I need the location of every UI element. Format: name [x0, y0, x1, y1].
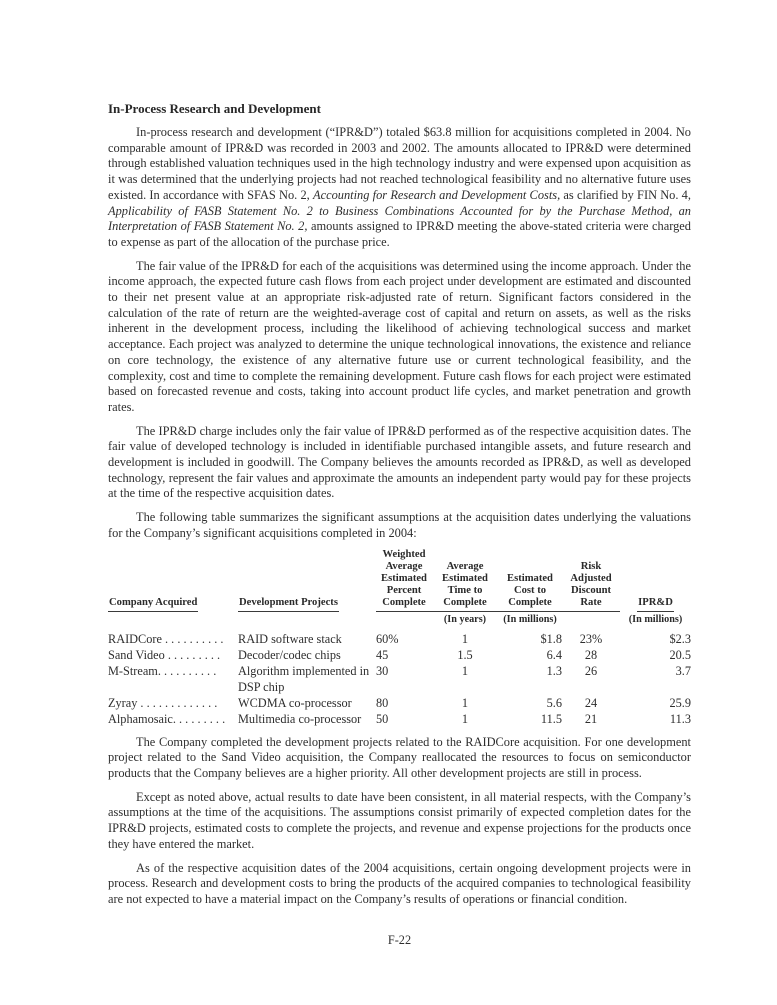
subheader-empty: [108, 612, 238, 625]
cell-iprd: 20.5: [669, 647, 691, 662]
cell-company: M-Stream. . . . . . . . . .: [108, 663, 217, 678]
cell-percent: 45: [376, 647, 389, 662]
table-header-row: [108, 549, 691, 612]
cell-cost: 6.4: [546, 647, 562, 662]
cell-time: 1: [461, 695, 469, 710]
cell-rate: 21: [584, 711, 598, 726]
cell-time: 1: [461, 631, 469, 646]
table-row: [108, 647, 691, 663]
table-row: [108, 711, 691, 727]
cell-company: Zyray . . . . . . . . . . . . .: [108, 695, 218, 710]
cell-rate: 23%: [579, 631, 603, 646]
col-header-time-to-complete: Average Estimated Time to Complete: [432, 549, 498, 612]
col-header-iprd: IPR&D: [620, 549, 691, 612]
cell-percent: 30: [376, 663, 389, 678]
cell-project: Multimedia co-processor: [238, 711, 362, 726]
paragraph-fair-value: The fair value of the IPR&D for each of the acquisitions was determined using the income approach. Under the income approach, the expected future cash flows from each project under development are estimated and discounted to their net present value at an appropriate risk-adjusted rate of return. Significant factors considered in the calculation of the rate of return are the weighted-average cost of capital and return on assets, as well as the risks inherent in the development process, including the likelihood of achieving technological success and market acceptance. Each project was analyzed to determine the unique technological innovations, the existence and reliance on core technology, the existence of any alternative future use or current technological feasibility, and the complexity, cost and time to complete the remaining development. Future cash flows for each project were estimated based on forecasted revenue and costs, taking into account product life cycles, and market penetration and growth rates.: [108, 258, 691, 414]
acquisition-assumptions-table: [108, 549, 691, 727]
cell-project: RAID software stack: [238, 631, 342, 646]
subheader-in-millions: (In millions): [628, 613, 683, 625]
table-subheader-row: [108, 612, 691, 625]
cell-rate: 28: [584, 647, 598, 662]
cell-project: Algorithm implemented in DSP chip: [238, 663, 370, 694]
subheader-empty: [562, 612, 620, 625]
cell-project: Decoder/codec chips: [238, 647, 341, 662]
italic-citation: Applicability of FASB Statement No. 2 to Business Combinations Accounted for by the Purchase Method, an Interpretation of FASB Statement No. 2,: [108, 203, 691, 234]
cell-iprd: 3.7: [675, 663, 691, 678]
cell-rate: 26: [584, 663, 598, 678]
cell-cost: $1.8: [540, 631, 562, 646]
cell-cost: 1.3: [546, 663, 562, 678]
cell-percent: 60%: [376, 631, 399, 646]
cell-iprd: 25.9: [669, 695, 691, 710]
cell-company: Alphamosaic. . . . . . . . .: [108, 711, 226, 726]
cell-company: RAIDCore . . . . . . . . . .: [108, 631, 224, 646]
cell-time: 1: [461, 663, 469, 678]
cell-iprd: $2.3: [669, 631, 691, 646]
cell-time: 1.5: [457, 647, 473, 662]
page-number: F-22: [387, 933, 412, 947]
section-heading: In-Process Research and Development: [108, 101, 321, 116]
subheader-in-years: (In years): [443, 613, 487, 625]
cell-iprd: 11.3: [669, 711, 691, 726]
cell-project: WCDMA co-processor: [238, 695, 352, 710]
paragraph-text: as clarified by FIN No. 4,: [560, 187, 691, 202]
col-header-cost-to-complete: Estimated Cost to Complete: [498, 549, 562, 612]
subheader-empty: [238, 612, 376, 625]
paragraph-iprd-intro: [108, 125, 691, 251]
paragraph-text: In-process research and development (“IPR&D”) totaled $63.8 million for acquisitions completed in 2004. No comparable amount of IPR&D was recorded in 2003 and 2002. The amounts allocated to IPR&D were determined through established valuation techniques used in the high technology industry and were expensed upon acquisition as it was determined that the underlying projects had not reached technological feasibility and no alternative future uses existed. In accordance with SFAS No. 2,: [108, 125, 691, 202]
col-header-discount-rate: Risk Adjusted Discount Rate: [562, 549, 620, 612]
table-row: [108, 695, 691, 711]
cell-percent: 50: [376, 711, 389, 726]
table-row: [108, 663, 691, 695]
italic-citation: Accounting for Research and Development Costs,: [313, 187, 561, 202]
cell-rate: 24: [584, 695, 598, 710]
table-row: [108, 625, 691, 647]
cell-cost: 5.6: [546, 695, 562, 710]
col-header-projects: Development Projects: [238, 549, 376, 612]
cell-cost: 11.5: [540, 711, 562, 726]
cell-company: Sand Video . . . . . . . . .: [108, 647, 221, 662]
paragraph-iprd-charge: The IPR&D charge includes only the fair value of IPR&D performed as of the respective acquisition dates. The fair value of developed technology is included in identifiable purchased intangible assets, and future research and development is included in goodwill. The Company believes the amounts recorded as IPR&D, as well as developed technology, represent the fair values and approximate the amounts an independent party would pay for these projects at the time of the respective acquisition dates.: [108, 423, 691, 501]
paragraph-assumptions-consistency: Except as noted above, actual results to date have been consistent, in all material respects, with the Company’s assumptions at the time of the acquisitions. The assumptions consist primarily of expected completion dates for the IPR&D projects, estimated costs to complete the projects, and revenue and expense projections for the products once they have entered the market.: [108, 789, 691, 851]
cell-percent: 80: [376, 695, 389, 710]
paragraph-table-lead-in: The following table summarizes the significant assumptions at the acquisition dates underlying the valuations for the Company’s significant acquisitions completed in 2004:: [108, 510, 691, 540]
cell-time: 1: [461, 711, 469, 726]
subheader-in-millions: (In millions): [503, 613, 557, 625]
page-content: [108, 101, 691, 908]
subheader-empty: [376, 612, 432, 625]
paragraph-completed-projects: The Company completed the development projects related to the RAIDCore acquisition. For one development project related to the Sand Video acquisition, the Company reallocated the resources to focus on semiconductor products that the Company believes are a higher priority. All other development projects are still in process.: [108, 734, 691, 780]
paragraph-text: amounts assigned to IPR&D meeting the above-stated criteria were charged to expense as part of the allocation of the purchase price.: [108, 219, 691, 249]
col-header-company: Company Acquired: [108, 549, 238, 612]
col-header-percent-complete: Weighted Average Estimated Percent Complete: [376, 549, 432, 612]
paragraph-ongoing-projects: As of the respective acquisition dates of the 2004 acquisitions, certain ongoing development projects were in process. Research and development costs to bring the products of the acquired companies to technological feasibility are not expected to have a material impact on the Company’s results of operations or financial condition.: [108, 860, 691, 906]
